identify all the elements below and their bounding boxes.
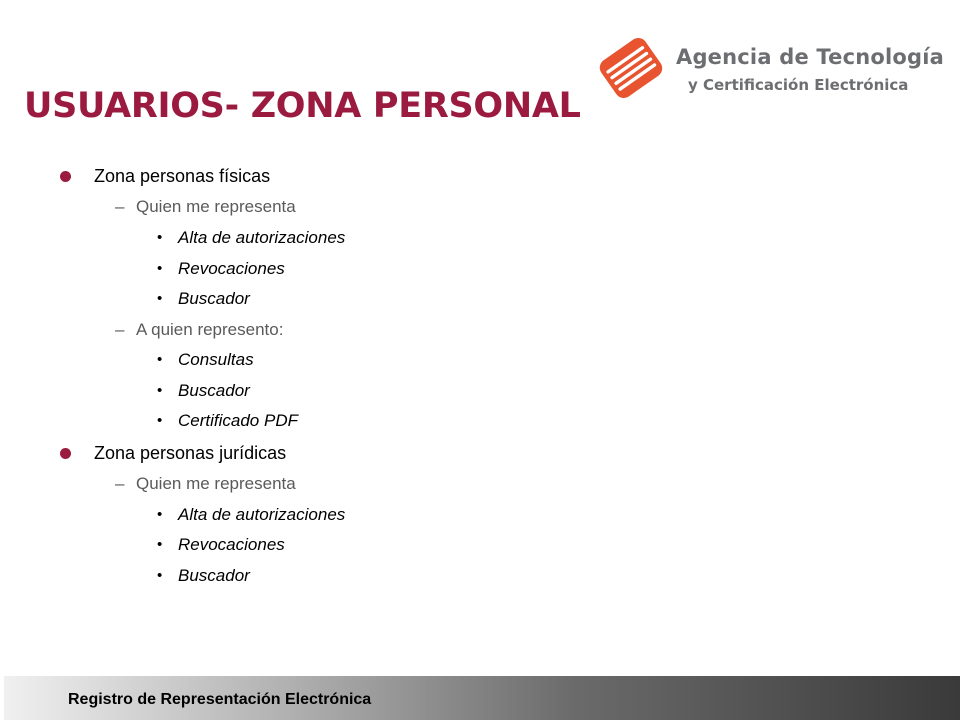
list-item: Buscador	[178, 381, 250, 400]
section-label: Zona personas físicas	[94, 166, 271, 186]
dash-marker: –	[115, 320, 125, 339]
bullet-marker: •	[157, 290, 163, 307]
bullet-marker: •	[157, 351, 163, 368]
list-item: Revocaciones	[178, 535, 285, 554]
footer-bar	[4, 676, 960, 720]
list-item: Revocaciones	[178, 259, 285, 278]
bullet-marker: •	[157, 412, 163, 429]
agency-subtitle: y Certificación Electrónica	[688, 76, 909, 94]
bullet-marker: •	[157, 536, 163, 553]
list-item: Certificado PDF	[178, 411, 298, 430]
group-label: Quien me representa	[136, 197, 296, 216]
bullet-dot-icon	[60, 171, 71, 182]
slide-title: USUARIOS- ZONA PERSONAL	[24, 86, 581, 126]
dash-marker: –	[115, 474, 125, 493]
group-label: A quien represento:	[136, 320, 284, 339]
list-item: Buscador	[178, 289, 250, 308]
agency-name: Agencia de Tecnología	[676, 45, 945, 69]
bullet-marker: •	[157, 382, 163, 399]
footer-title: Registro de Representación Electrónica	[68, 691, 372, 708]
list-item: Buscador	[178, 566, 250, 585]
dash-marker: –	[115, 197, 125, 216]
group-label: Quien me representa	[136, 474, 296, 493]
list-item: Consultas	[178, 350, 254, 369]
list-item: Alta de autorizaciones	[178, 228, 346, 247]
section-label: Zona personas jurídicas	[94, 443, 287, 463]
bullet-marker: •	[157, 229, 163, 246]
bullet-dot-icon	[60, 448, 71, 459]
bullet-marker: •	[157, 506, 163, 523]
bullet-marker: •	[157, 567, 163, 584]
bullet-marker: •	[157, 260, 163, 277]
list-item: Alta de autorizaciones	[178, 505, 346, 524]
